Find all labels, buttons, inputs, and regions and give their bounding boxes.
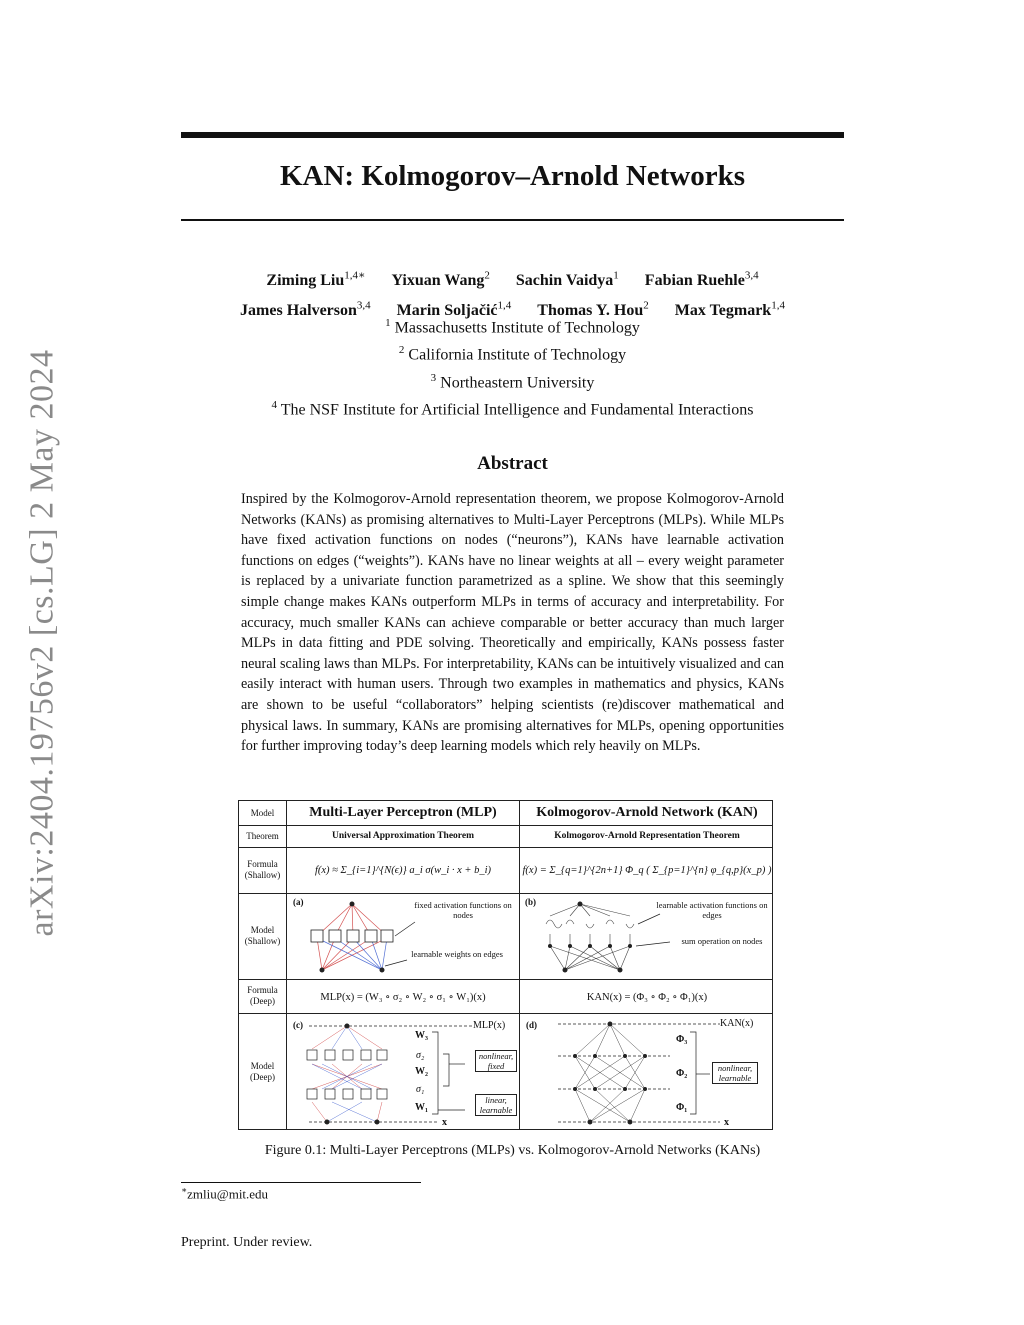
mlp-layer-label: W₁ [415, 1102, 428, 1113]
panel-label-a: (a) [293, 897, 304, 907]
kan-nonlinear-note: nonlinear, learnable [712, 1062, 758, 1084]
affiliation: $^2$ California Institute of Technology [398, 344, 627, 364]
kan-layer-label: Φ₃ [676, 1034, 688, 1045]
panel-label-b: (b) [525, 897, 536, 907]
author-row-1 [181, 264, 844, 293]
panel-label-c: (c) [293, 1020, 303, 1030]
affiliation: $^1$ Massachusetts Institute of Technology [385, 317, 640, 337]
kan-layer-label: Φ₂ [676, 1068, 688, 1079]
comparison-figure [238, 800, 773, 1130]
author: Ziming Liu$^{1,4∗}$ [266, 270, 366, 290]
kan-learnable-note: learnable activation functions on edges [656, 900, 768, 920]
footnote: ∗zmliu@mit.edu [181, 1185, 269, 1202]
kan-header: Kolmogorov-Arnold Network (KAN) [536, 805, 758, 820]
kan-sum-note: sum operation on nodes [681, 936, 763, 946]
author: James Halverson$^{3,4}$ [240, 299, 371, 319]
panel-label-d: (d) [526, 1020, 537, 1030]
mlp-header: Multi-Layer Perceptron (MLP) [309, 805, 497, 820]
preprint-note: Preprint. Under review. [181, 1235, 313, 1250]
row-label-model-deep: Model (Deep) [250, 1061, 275, 1082]
author: Marin Soljačić$^{1,4}$ [396, 299, 512, 319]
mlp-nonlinear-note: nonlinear, fixed [475, 1050, 517, 1072]
kan-formula-deep: KAN(x) = (Φ₃ ∘ Φ₂ ∘ Φ₁)(x) [586, 991, 708, 1003]
affiliation-list [181, 312, 844, 421]
mlp-layer-label: σ₁ [416, 1084, 425, 1095]
kan-formula-shallow: f(x) = Σ_{q=1}^{2n+1} Φ_q ( Σ_{p=1}^{n} φ_{q,p}(x_p) ) [522, 864, 772, 876]
mlp-deep-diagram [287, 1014, 519, 1131]
author: Sachin Vaidya$^1$ [515, 270, 619, 290]
title-rule-top [181, 132, 844, 138]
row-label-formula-shallow: Formula (Shallow) [244, 859, 281, 880]
mlp-fixed-note: fixed activation functions on nodes [414, 900, 512, 920]
paper-title: KAN: Kolmogorov–Arnold Networks [279, 160, 746, 192]
kan-layer-label: Φ₁ [676, 1102, 688, 1113]
mlp-formula-shallow: f(x) ≈ Σ_{i=1}^{N(ϵ)} a_i σ(w_i · x + b_i) [314, 864, 492, 876]
mlp-linear-note: linear, learnable [475, 1094, 517, 1116]
mlp-layer-label: W₃ [415, 1030, 428, 1041]
kan-deep-output-label: KAN(x) [720, 1018, 754, 1029]
mlp-learnable-note: learnable weights on edges [411, 949, 503, 959]
author-email: zmliu@mit.edu [187, 1186, 269, 1202]
affiliation: $^4$ The NSF Institute for Artificial Intelligence and Fundamental Interactions [271, 398, 754, 419]
title-rule-bottom [181, 219, 844, 221]
kan-theorem: Kolmogorov-Arnold Representation Theorem [554, 831, 740, 841]
kan-deep-diagram [520, 1014, 774, 1131]
figure-caption: Figure 0.1: Multi-Layer Perceptrons (MLPs) vs. Kolmogorov-Arnold Networks (KANs) [264, 1143, 761, 1158]
mlp-layer-label: σ₂ [416, 1050, 425, 1061]
kan-deep-input-label: x [724, 1117, 729, 1128]
arxiv-identifier [4, 349, 80, 936]
author: Thomas Y. Hou$^2$ [537, 299, 649, 319]
arxiv-identifier-text: arXiv:2404.19756v2 [cs.LG] 2 May 2024 [23, 349, 61, 936]
row-label-theorem: Theorem [246, 830, 279, 841]
abstract-text: Inspired by the Kolmogorov-Arnold representation theorem, we propose Kolmogorov-Arnold Networks (KANs) as promising alternatives to Multi-Layer Perceptrons (MLPs). While MLPs have fixed activation functions on nodes (“neurons”), KANs have learnable activation functions on edges (“weights”). KANs have no linear weights at all – every weight parameter is replaced by a univariate function parametrized as a spline. We show that this seemingly simple change makes KANs outperform MLPs in terms of accuracy and interpretability. For accuracy, much smaller KANs can achieve comparable or better accuracy than much larger MLPs in data fitting and PDE solving. Theoretically and empirically, KANs possess faster neural scaling laws than MLPs. For interpretability, KANs can be intuitively visualized and can easily interact with human users. Through two examples in mathematics and physics, KANs are shown to be useful “collaborators” helping scientists (re)discover mathematical and physical laws. In summary, KANs are promising alternatives for MLPs, opening opportunities for further improving today’s deep learning models which rely heavily on MLPs. [241, 491, 784, 755]
author: Fabian Ruehle$^{3,4}$ [644, 270, 759, 290]
row-label-model: Model [250, 807, 275, 818]
mlp-formula-deep: MLP(x) = (W₃ ∘ σ₂ ∘ W₂ ∘ σ₁ ∘ W₁)(x) [320, 991, 486, 1003]
row-label-formula-deep: Formula (Deep) [247, 985, 278, 1006]
mlp-shallow-diagram [287, 894, 519, 979]
author: Yixuan Wang$^2$ [391, 270, 490, 290]
kan-shallow-diagram [520, 894, 774, 979]
mlp-theorem: Universal Approximation Theorem [332, 831, 474, 841]
abstract-heading: Abstract [477, 453, 548, 474]
affiliation: $^3$ Northeastern University [430, 371, 595, 391]
mlp-layer-label: W₂ [415, 1066, 428, 1077]
row-label-model-shallow: Model (Shallow) [244, 925, 281, 946]
mlp-deep-output-label: MLP(x) [473, 1020, 506, 1031]
footnote-rule [181, 1182, 421, 1183]
author: Max Tegmark$^{1,4}$ [674, 299, 785, 319]
mlp-deep-input-label: x [442, 1117, 447, 1128]
